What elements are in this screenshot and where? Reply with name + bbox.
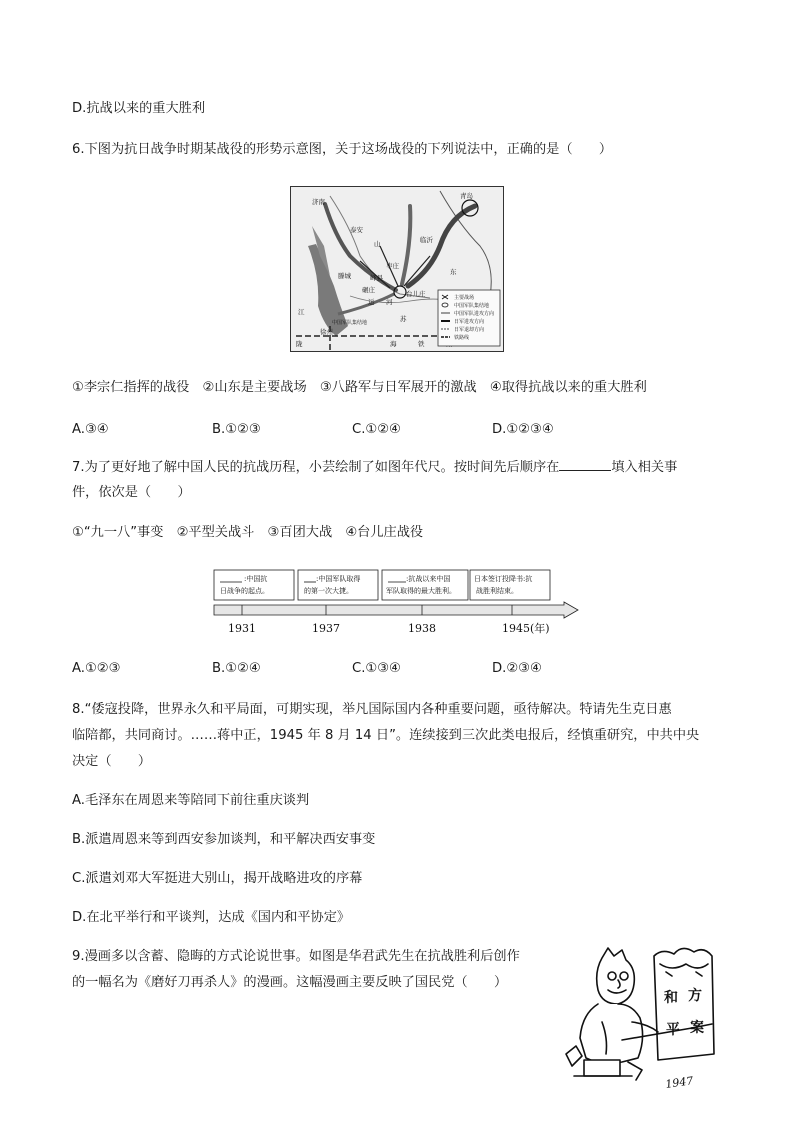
q7-events: ①“九一八”事变 ②平型关战斗 ③百团大战 ④台儿庄战役	[72, 525, 424, 540]
map-label: 中国军队集结地	[332, 320, 368, 326]
legend-item: 中国军队进攻方向	[454, 311, 495, 317]
legend-item: 中国军队集结地	[454, 303, 490, 309]
q7-stem-line2: 件，依次是（ ）	[72, 485, 191, 500]
timeline-box-3-line1: :抗战以来中国	[406, 575, 451, 583]
timeline-box-4-line1: 日本签订投降书:抗	[474, 575, 533, 583]
q6-option-a[interactable]: A.③④	[72, 422, 109, 437]
q8-option-a[interactable]: A.毛泽东在周恩来等陪同下前往重庆谈判	[72, 793, 310, 808]
timeline-box-1-line2: 日战争的起点。	[220, 587, 269, 595]
q7-option-d[interactable]: D.②③④	[492, 661, 542, 676]
cartoon-year: 1947	[664, 1074, 695, 1091]
map-label: 泰安	[350, 226, 363, 234]
q7-stem-line1	[72, 458, 677, 477]
legend-item: 日军进攻方向	[454, 319, 485, 325]
q8-option-b[interactable]: B.派遣周恩来等到西安参加谈判，和平解决西安事变	[72, 832, 376, 847]
map-label: 枣庄	[386, 262, 399, 270]
q8-stem-line1: 8.“倭寇投降，世界永久和平局面，可期实现，举凡国际国内各种重要问题，亟待解决。特请先生克日惠	[72, 702, 672, 717]
cartoon-image	[562, 942, 730, 1094]
q7-stem-part-b: 填入相关事	[611, 460, 678, 475]
map-label: 山	[374, 240, 381, 248]
map-label: 青岛	[460, 192, 473, 200]
map-label: 碾庄	[362, 286, 375, 294]
map-label: 滕城	[338, 272, 351, 280]
timeline-box-2-line1: :中国军队取得	[316, 575, 361, 583]
cartoon-sign-char: 案	[690, 1020, 704, 1036]
timeline-box-2-line2: 的第一次大捷。	[304, 587, 353, 595]
map-label: 台儿庄	[406, 290, 426, 298]
q7-stem-part-a: 7.为了更好地了解中国人民的抗战历程，小芸绘制了如图年代尺。按时间先后顺序在	[72, 460, 560, 475]
legend-item: 铁路线	[454, 335, 470, 341]
q6-option-b[interactable]: B.①②③	[212, 422, 261, 437]
cartoon-sign-char: 和	[664, 990, 678, 1006]
timeline-year: 1938	[408, 622, 436, 635]
q5-option-d: D.抗战以来的重大胜利	[72, 101, 206, 116]
q6-stem: 6.下图为抗日战争时期某战役的形势示意图，关于这场战役的下列说法中，正确的是（ ）	[72, 142, 613, 157]
timeline-year: 1931	[228, 622, 256, 635]
map-label: 铁	[418, 340, 425, 348]
q7-option-b[interactable]: B.①②④	[212, 661, 261, 676]
q7-fill-blank	[559, 458, 611, 471]
legend-item: 主要战场	[454, 295, 475, 301]
cartoon-sign-char: 平	[666, 1022, 680, 1038]
map-label: 峄县	[370, 274, 383, 282]
q8-stem-line3: 决定（ ）	[72, 754, 152, 769]
q6-statements: ①李宗仁指挥的战役 ②山东是主要战场 ③八路军与日军展开的激战 ④取得抗战以来的重大胜利	[72, 380, 647, 395]
map-label: 海	[390, 340, 397, 348]
legend-item: 日军退却方向	[454, 327, 485, 333]
q7-option-a[interactable]: A.①②③	[72, 661, 121, 676]
q9-stem-line1: 9.漫画多以含蓄、隐晦的方式论说世事。如图是华君武先生在抗战胜利后创作	[72, 949, 520, 964]
map-label: 陇	[296, 340, 303, 348]
timeline-box-1-line1: :中国抗	[244, 575, 268, 583]
q9-stem-line2: 的一幅名为《磨好刀再杀人》的漫画。这幅漫画主要反映了国民党（ ）	[72, 975, 508, 990]
timeline-box-4-line2: 战胜利结束。	[476, 587, 518, 595]
q6-option-c[interactable]: C.①②④	[352, 422, 401, 437]
q7-option-c[interactable]: C.①③④	[352, 661, 401, 676]
map-label: 徐州	[320, 328, 333, 336]
map-label: 运	[368, 298, 375, 306]
map-label: 东	[450, 268, 457, 276]
q6-option-d[interactable]: D.①②③④	[492, 422, 554, 437]
timeline-year: 1937	[312, 622, 340, 635]
q8-option-d[interactable]: D.在北平举行和平谈判，达成《国内和平协定》	[72, 910, 351, 925]
timeline-year: 1945(年)	[502, 622, 550, 635]
timeline-chart	[212, 566, 584, 642]
q8-stem-line2: 临陪都，共同商讨。……蒋中正，1945 年 8 月 14 日”。连续接到三次此类电报后，经慎重研究，中共中央	[72, 728, 700, 743]
map-label: 江	[298, 308, 305, 316]
q8-option-c[interactable]: C.派遣刘邓大军挺进大别山，揭开战略进攻的序幕	[72, 871, 363, 886]
map-label: 河	[386, 298, 393, 306]
timeline-box-3-line2: 军队取得的最大胜利。	[386, 587, 456, 595]
map-label: 济南	[312, 198, 325, 206]
battle-map	[290, 186, 504, 352]
map-label: 苏	[400, 315, 407, 323]
map-label: 临沂	[420, 236, 433, 244]
cartoon-sign-char: 方	[688, 988, 702, 1004]
